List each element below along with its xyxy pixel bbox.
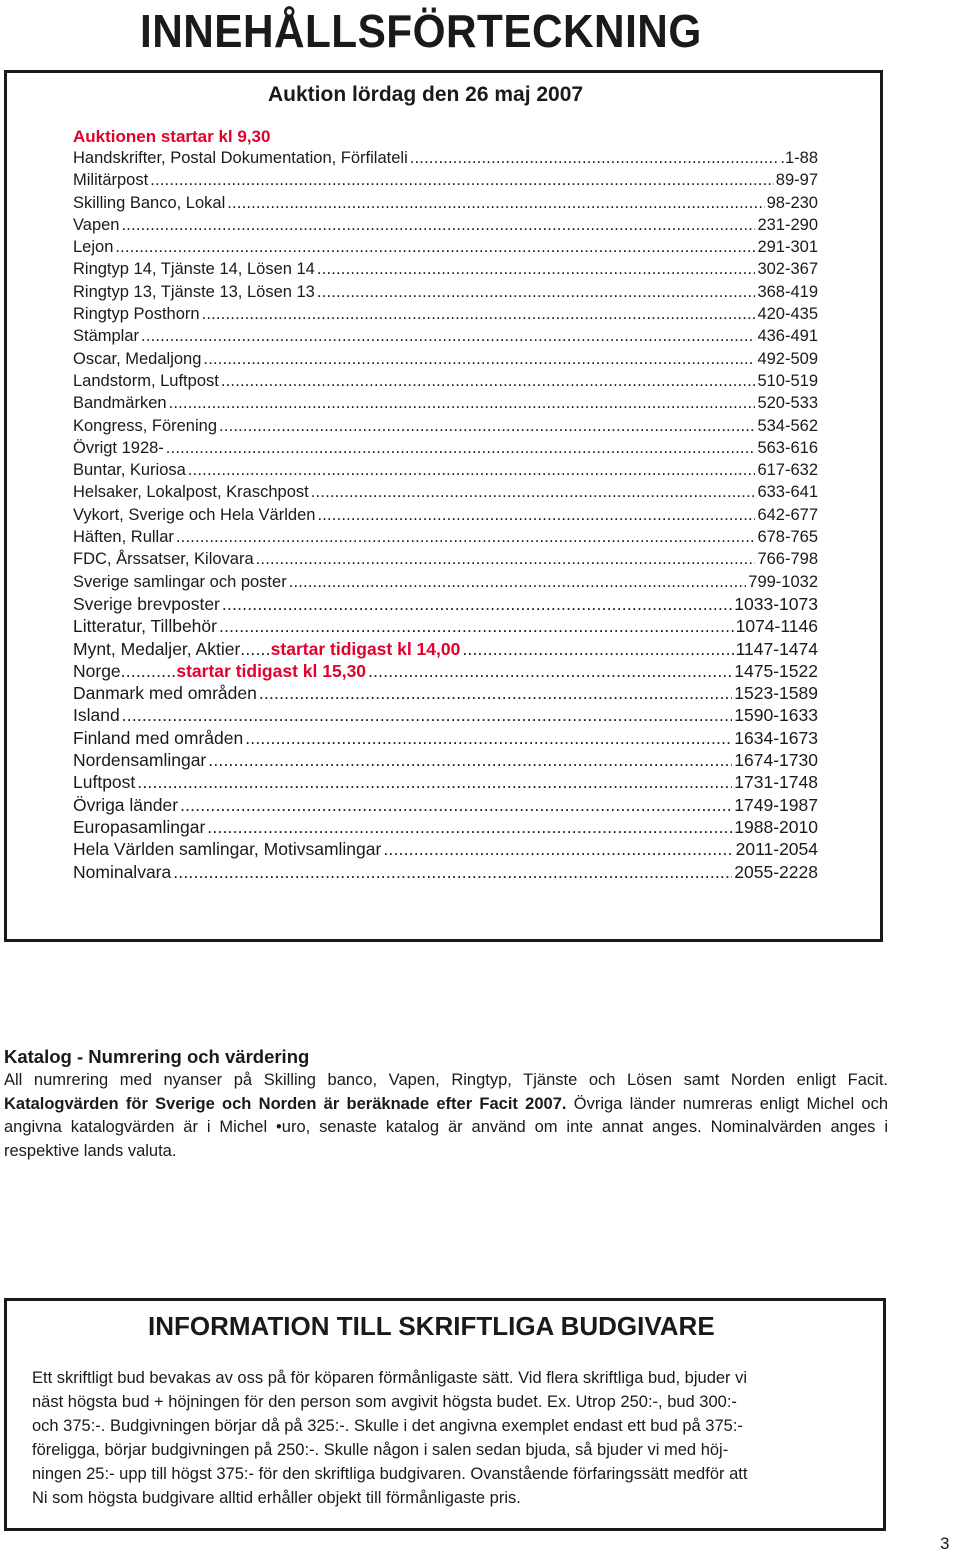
toc-label: Finland med områden bbox=[73, 727, 244, 748]
toc-leader-dots bbox=[311, 481, 756, 503]
toc-page-range: 534-562 bbox=[757, 416, 818, 435]
toc-row bbox=[73, 415, 818, 437]
toc-page-range: 291-301 bbox=[757, 238, 818, 257]
toc-leader-dots bbox=[289, 571, 747, 593]
toc-row bbox=[73, 504, 818, 526]
toc-row bbox=[73, 392, 818, 414]
toc-row bbox=[73, 816, 818, 838]
toc-page-range: 633-641 bbox=[757, 483, 818, 502]
toc-page-range: 98-230 bbox=[766, 193, 818, 212]
toc-row bbox=[73, 437, 818, 459]
toc-page-range: 1074-1146 bbox=[735, 616, 818, 637]
toc-page-range: 1475-1522 bbox=[734, 660, 818, 681]
toc-row bbox=[73, 192, 818, 214]
toc-row bbox=[73, 303, 818, 325]
toc-row bbox=[73, 147, 818, 169]
toc-leader-dots bbox=[368, 660, 732, 682]
toc-label: Vapen bbox=[73, 215, 120, 234]
toc-leader-dots bbox=[122, 214, 756, 236]
info-line: näst högsta bud + höjningen för den person som avgivit högsta budet. Ex. Utrop 250:-, bud 300:- bbox=[32, 1393, 737, 1411]
page-number: 3 bbox=[940, 1534, 950, 1553]
toc-label: Luftpost bbox=[73, 772, 136, 793]
toc-leader-dots bbox=[219, 415, 755, 437]
toc-row bbox=[73, 749, 818, 771]
toc-row bbox=[73, 214, 818, 236]
toc-label: Norge bbox=[73, 660, 121, 681]
toc-row bbox=[73, 771, 818, 793]
toc-page-range: 368-419 bbox=[757, 282, 818, 301]
katalog-section bbox=[4, 1045, 888, 1163]
toc-row bbox=[73, 258, 818, 280]
toc-page-range: 1634-1673 bbox=[734, 727, 818, 748]
toc-label: Övrigt 1928- bbox=[73, 438, 164, 457]
toc-leader-dots bbox=[176, 526, 756, 548]
toc-row bbox=[73, 281, 818, 303]
toc-start-note: startar tidigast kl 15,30 bbox=[176, 660, 367, 681]
toc-label: Nordensamlingar bbox=[73, 750, 207, 771]
toc-row bbox=[73, 704, 818, 726]
toc-leader-dots bbox=[169, 392, 756, 414]
toc-label: Kongress, Förening bbox=[73, 416, 217, 435]
toc-page-range: 1523-1589 bbox=[734, 683, 818, 704]
katalog-paragraph bbox=[4, 1069, 888, 1163]
toc-label: Buntar, Kuriosa bbox=[73, 461, 186, 480]
toc-leader-dots bbox=[141, 325, 755, 347]
toc-page-range: 520-533 bbox=[757, 394, 818, 413]
toc-page-range: 1590-1633 bbox=[734, 705, 818, 726]
toc-page-range: 420-435 bbox=[757, 305, 818, 324]
toc-page-range: 1988-2010 bbox=[734, 816, 818, 837]
toc-label: FDC, Årssatser, Kilovara bbox=[73, 550, 254, 569]
toc-row bbox=[73, 526, 818, 548]
toc-row bbox=[73, 838, 818, 860]
katalog-text-2: Övriga länder numreras enligt Michel och angivna katalogvärden är i Michel •uro, senaste katalog är använd om inte annat anges. Nominalvärden anges i respektive lands valuta. bbox=[4, 1094, 889, 1160]
toc-leader-dots bbox=[317, 504, 755, 526]
toc-note-leader: ...... bbox=[240, 638, 271, 659]
toc-row bbox=[73, 794, 818, 816]
toc-leader-dots bbox=[245, 727, 732, 749]
auction-start-note: Auktionen startar kl 9,30 bbox=[73, 127, 271, 146]
toc-label: Ringtyp 14, Tjänste 14, Lösen 14 bbox=[73, 260, 315, 279]
toc-leader-dots bbox=[208, 749, 732, 771]
page-title: INNEHÅLLSFÖRTECKNING bbox=[140, 5, 702, 57]
toc-page-range: 678-765 bbox=[757, 528, 818, 547]
toc-page-range: 231-290 bbox=[757, 215, 818, 234]
toc-leader-dots bbox=[222, 593, 732, 615]
toc-leader-dots bbox=[227, 192, 764, 214]
toc-label: Island bbox=[73, 705, 120, 726]
toc-leader-dots bbox=[317, 258, 756, 280]
toc-page-range: 302-367 bbox=[757, 260, 818, 279]
toc-row bbox=[73, 660, 818, 682]
info-title: INFORMATION TILL SKRIFTLIGA BUDGIVARE bbox=[148, 1311, 715, 1341]
toc-page-range: 563-616 bbox=[757, 438, 818, 457]
toc-page-range: .1-88 bbox=[780, 149, 818, 167]
toc-label: Stämplar bbox=[73, 327, 140, 346]
info-line: ningen 25:- upp till högst 375:- för den skriftliga budgivaren. Ovanstående förfaringssätt medför att bbox=[32, 1465, 748, 1483]
toc-page-range: 1147-1474 bbox=[735, 638, 818, 659]
toc-row bbox=[73, 169, 818, 191]
toc-label: Övriga länder bbox=[73, 794, 179, 815]
toc-leader-dots bbox=[166, 437, 756, 459]
info-line: Ett skriftligt bud bevakas av oss på för köparen förmånligaste sätt. Vid flera skriftliga bud, bjuder vi bbox=[32, 1369, 748, 1387]
toc-label: Landstorm, Luftpost bbox=[73, 371, 219, 390]
info-text bbox=[32, 1366, 860, 1510]
toc-label: Lejon bbox=[73, 238, 114, 257]
toc-start-note: startar tidigast kl 14,00 bbox=[270, 638, 461, 659]
toc-label: Mynt, Medaljer, Aktier bbox=[73, 638, 241, 659]
toc-leader-dots bbox=[180, 794, 732, 816]
toc-label: Oscar, Medaljong bbox=[73, 349, 202, 368]
toc-page-range: 492-509 bbox=[757, 349, 818, 368]
toc-row bbox=[73, 682, 818, 704]
toc-row bbox=[73, 727, 818, 749]
toc-row bbox=[73, 325, 818, 347]
toc-label: Litteratur, Tillbehör bbox=[73, 616, 217, 637]
info-line: och 375:-. Budgivningen börjar då på 325:-. Skulle i det angivna exemplet endast ett bud på 375:- bbox=[32, 1417, 743, 1435]
toc-label: Ringtyp Posthorn bbox=[73, 305, 200, 324]
toc-row bbox=[73, 236, 818, 258]
toc-leader-dots bbox=[202, 303, 756, 325]
toc-leader-dots bbox=[259, 682, 732, 704]
toc-row bbox=[73, 571, 818, 593]
toc-leader-dots bbox=[137, 771, 732, 793]
toc-leader-dots bbox=[410, 147, 779, 169]
toc-page-range: 89-97 bbox=[775, 171, 818, 190]
toc-page-range: 766-798 bbox=[757, 550, 818, 569]
toc-leader-dots bbox=[383, 838, 733, 860]
toc-row bbox=[73, 615, 818, 637]
toc-note-leader: ........... bbox=[120, 660, 177, 681]
toc-page-range: 1033-1073 bbox=[734, 593, 818, 614]
toc-row bbox=[73, 861, 818, 883]
toc-page-range: 799-1032 bbox=[748, 572, 818, 591]
toc-page-range: 617-632 bbox=[757, 461, 818, 480]
toc-row bbox=[73, 459, 818, 481]
toc-leader-dots bbox=[207, 816, 732, 838]
toc-row bbox=[73, 481, 818, 503]
toc-page-range: 1674-1730 bbox=[734, 750, 818, 771]
katalog-text-bold: Katalogvärden för Sverige och Norden är beräknade efter Facit 2007. bbox=[4, 1094, 567, 1113]
toc-label: Europasamlingar bbox=[73, 816, 206, 837]
toc-label: Danmark med områden bbox=[73, 683, 257, 704]
katalog-text-1: All numrering med nyanser på Skilling banco, Vapen, Ringtyp, Tjänste och Lösen samt Norden enligt Facit. bbox=[4, 1071, 888, 1089]
toc-label: Vykort, Sverige och Hela Världen bbox=[73, 505, 316, 524]
toc-page-range: 1749-1987 bbox=[734, 794, 818, 815]
toc-label: Skilling Banco, Lokal bbox=[73, 193, 226, 212]
toc-leader-dots bbox=[173, 861, 732, 883]
toc-leader-dots bbox=[462, 638, 733, 660]
toc-page-range: 642-677 bbox=[757, 505, 818, 524]
toc-page-range: 2011-2054 bbox=[735, 839, 818, 860]
toc-leader-dots bbox=[203, 348, 755, 370]
toc-leader-dots bbox=[188, 459, 756, 481]
toc-label: Ringtyp 13, Tjänste 13, Lösen 13 bbox=[73, 282, 315, 301]
auction-heading: Auktion lördag den 26 maj 2007 bbox=[268, 83, 584, 106]
toc-page-range: 436-491 bbox=[757, 327, 818, 346]
toc-leader-dots bbox=[115, 236, 755, 258]
toc-label: Nominalvara bbox=[73, 861, 172, 882]
toc-leader-dots bbox=[317, 281, 756, 303]
info-line: Ni som högsta budgivare alltid erhåller objekt till förmånligaste pris. bbox=[32, 1489, 521, 1507]
toc-leader-dots bbox=[219, 615, 734, 637]
toc-label: Bandmärken bbox=[73, 394, 167, 413]
toc-page-range: 1731-1748 bbox=[734, 772, 818, 793]
toc-leader-dots bbox=[256, 548, 756, 570]
toc-row bbox=[73, 548, 818, 570]
toc-row bbox=[73, 593, 818, 615]
toc-leader-dots bbox=[122, 704, 733, 726]
toc-label: Helsaker, Lokalpost, Kraschpost bbox=[73, 483, 309, 502]
toc-row bbox=[73, 370, 818, 392]
info-line: föreligga, börjar budgivningen på 250:-. Skulle någon i salen sedan bjuda, så bjuder vi med höj- bbox=[32, 1441, 729, 1459]
toc-label: Militärpost bbox=[73, 171, 149, 190]
toc-page-range: 510-519 bbox=[757, 371, 818, 390]
toc-page-range: 2055-2228 bbox=[734, 861, 818, 882]
toc-label: Hela Världen samlingar, Motivsamlingar bbox=[73, 839, 382, 860]
toc-label: Handskrifter, Postal Dokumentation, Förfilateli bbox=[73, 149, 408, 167]
katalog-heading: Katalog - Numrering och värdering bbox=[4, 1046, 310, 1067]
toc-list bbox=[73, 147, 818, 883]
toc-leader-dots bbox=[150, 169, 774, 191]
toc-label: Sverige samlingar och poster bbox=[73, 572, 287, 591]
toc-leader-dots bbox=[221, 370, 756, 392]
toc-row bbox=[73, 638, 818, 660]
toc-row bbox=[73, 348, 818, 370]
toc-label: Häften, Rullar bbox=[73, 528, 174, 547]
toc-label: Sverige brevposter bbox=[73, 593, 220, 614]
